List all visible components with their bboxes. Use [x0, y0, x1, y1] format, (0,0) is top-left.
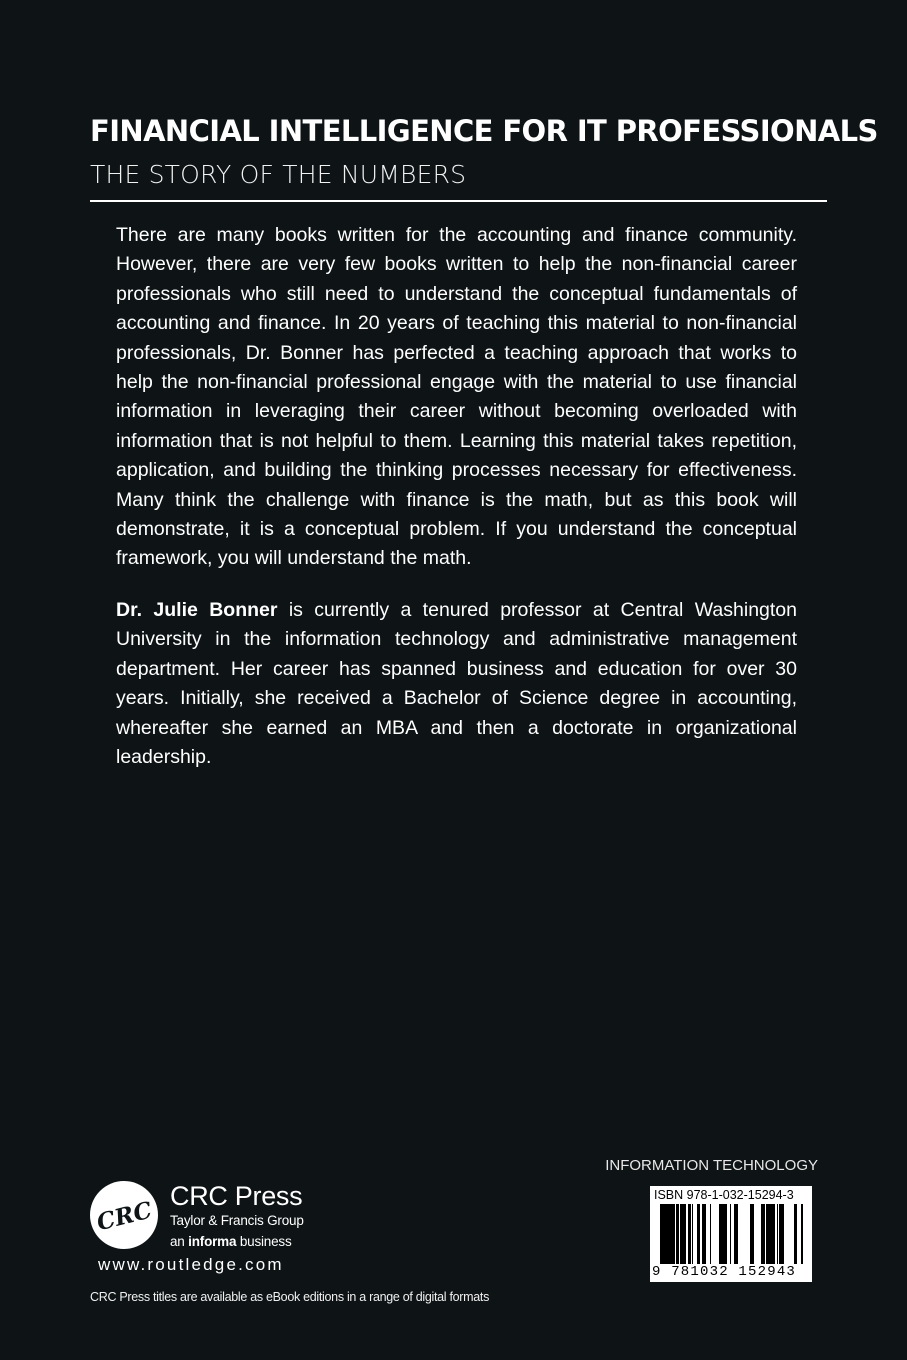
barcode-bar [781, 1204, 784, 1264]
barcode-bar [710, 1204, 711, 1264]
barcode-bar [697, 1204, 700, 1264]
isbn-barcode [650, 1186, 812, 1282]
barcode-bar [669, 1204, 671, 1264]
author-name: Dr. Julie Bonner [116, 599, 278, 621]
publisher-url[interactable]: www.routledge.com [98, 1255, 284, 1274]
barcode-digits: 9 781032 152943 [652, 1264, 797, 1280]
publisher-name: CRC Press [170, 1181, 303, 1211]
barcode-bar [692, 1204, 693, 1264]
svg-text:CRC: CRC [94, 1196, 155, 1237]
book-title: FINANCIAL INTELLIGENCE FOR IT PROFESSIONALS [90, 114, 878, 148]
barcode-bar [801, 1204, 803, 1264]
book-description: There are many books written for the accounting and finance community. However, there are very few books written to help the non-financial career professionals who still need to understand the conceptual fundamentals of accounting and finance. In 20 years of teaching this material to non-financial professionals, Dr. Bonner has perfected a teaching approach that works to help the non-financial professional engage with the material to use financial information in leveraging their career without becoming overloaded with information that is not helpful to them. Learning this material takes repetition, application, and building the thinking processes necessary for effectiveness. Many think the challenge with finance is the math, but as this book will demonstrate, it is a conceptual problem. If you understand the conceptual framework, you will understand the math. [116, 224, 797, 570]
publisher-group: Taylor & Francis Group [170, 1213, 304, 1228]
barcode-bar [751, 1204, 754, 1264]
barcode-bar [689, 1204, 691, 1264]
barcode-bar [666, 1204, 669, 1264]
barcode-bar [685, 1204, 686, 1264]
barcode-bar [734, 1204, 737, 1264]
author-bio [116, 596, 797, 772]
barcode-bar [779, 1204, 781, 1264]
barcode-bar [704, 1204, 706, 1264]
business-prefix: an [170, 1234, 189, 1249]
barcode-bar [794, 1204, 797, 1264]
barcode-bar [773, 1204, 775, 1264]
barcode-bar [730, 1204, 731, 1264]
barcode-bar [681, 1204, 684, 1264]
author-bio-text: is currently a tenured professor at Central Washington University in the information technology and administrative management department. Her career has spanned business and education for over 30 years. Initially, she received a Bachelor of Science degree in accounting, whereafter she earned an MBA and then a doctorate in organizational leadership. [116, 599, 797, 769]
barcode-bar [676, 1204, 679, 1264]
barcode-bar [660, 1204, 661, 1264]
barcode-bar [661, 1204, 663, 1264]
barcode-bar [684, 1204, 685, 1264]
barcode-bar [771, 1204, 773, 1264]
crc-logo-mark [90, 1181, 158, 1249]
publisher-business [170, 1234, 292, 1249]
subject-category: INFORMATION TECHNOLOGY [605, 1157, 818, 1174]
barcode-bar [750, 1204, 751, 1264]
barcode-bar [762, 1204, 765, 1264]
barcode-bar [702, 1204, 703, 1264]
barcode-bars [658, 1204, 806, 1264]
barcode-bar [726, 1204, 727, 1264]
barcode-bar [769, 1204, 771, 1264]
barcode-bar [703, 1204, 704, 1264]
isbn-label: ISBN 978-1-032-15294-3 [654, 1188, 794, 1202]
barcode-bar [674, 1204, 675, 1264]
barcode-bar [766, 1204, 769, 1264]
barcode-bar [777, 1204, 778, 1264]
title-divider [90, 200, 827, 202]
business-suffix: business [236, 1234, 292, 1249]
barcode-bar [688, 1204, 689, 1264]
business-brand: informa [188, 1234, 237, 1249]
ebook-note: CRC Press titles are available as eBook editions in a range of digital formats [90, 1290, 490, 1304]
barcode-bar [761, 1204, 762, 1264]
barcode-bar [671, 1204, 674, 1264]
barcode-bar [723, 1204, 726, 1264]
barcode-bar [680, 1204, 681, 1264]
crc-logo [90, 1181, 158, 1249]
book-subtitle: THE STORY OF THE NUMBERS [90, 160, 467, 189]
barcode-bar [719, 1204, 722, 1264]
barcode-bar [663, 1204, 666, 1264]
barcode-bar [722, 1204, 723, 1264]
barcode-bar [737, 1204, 738, 1264]
